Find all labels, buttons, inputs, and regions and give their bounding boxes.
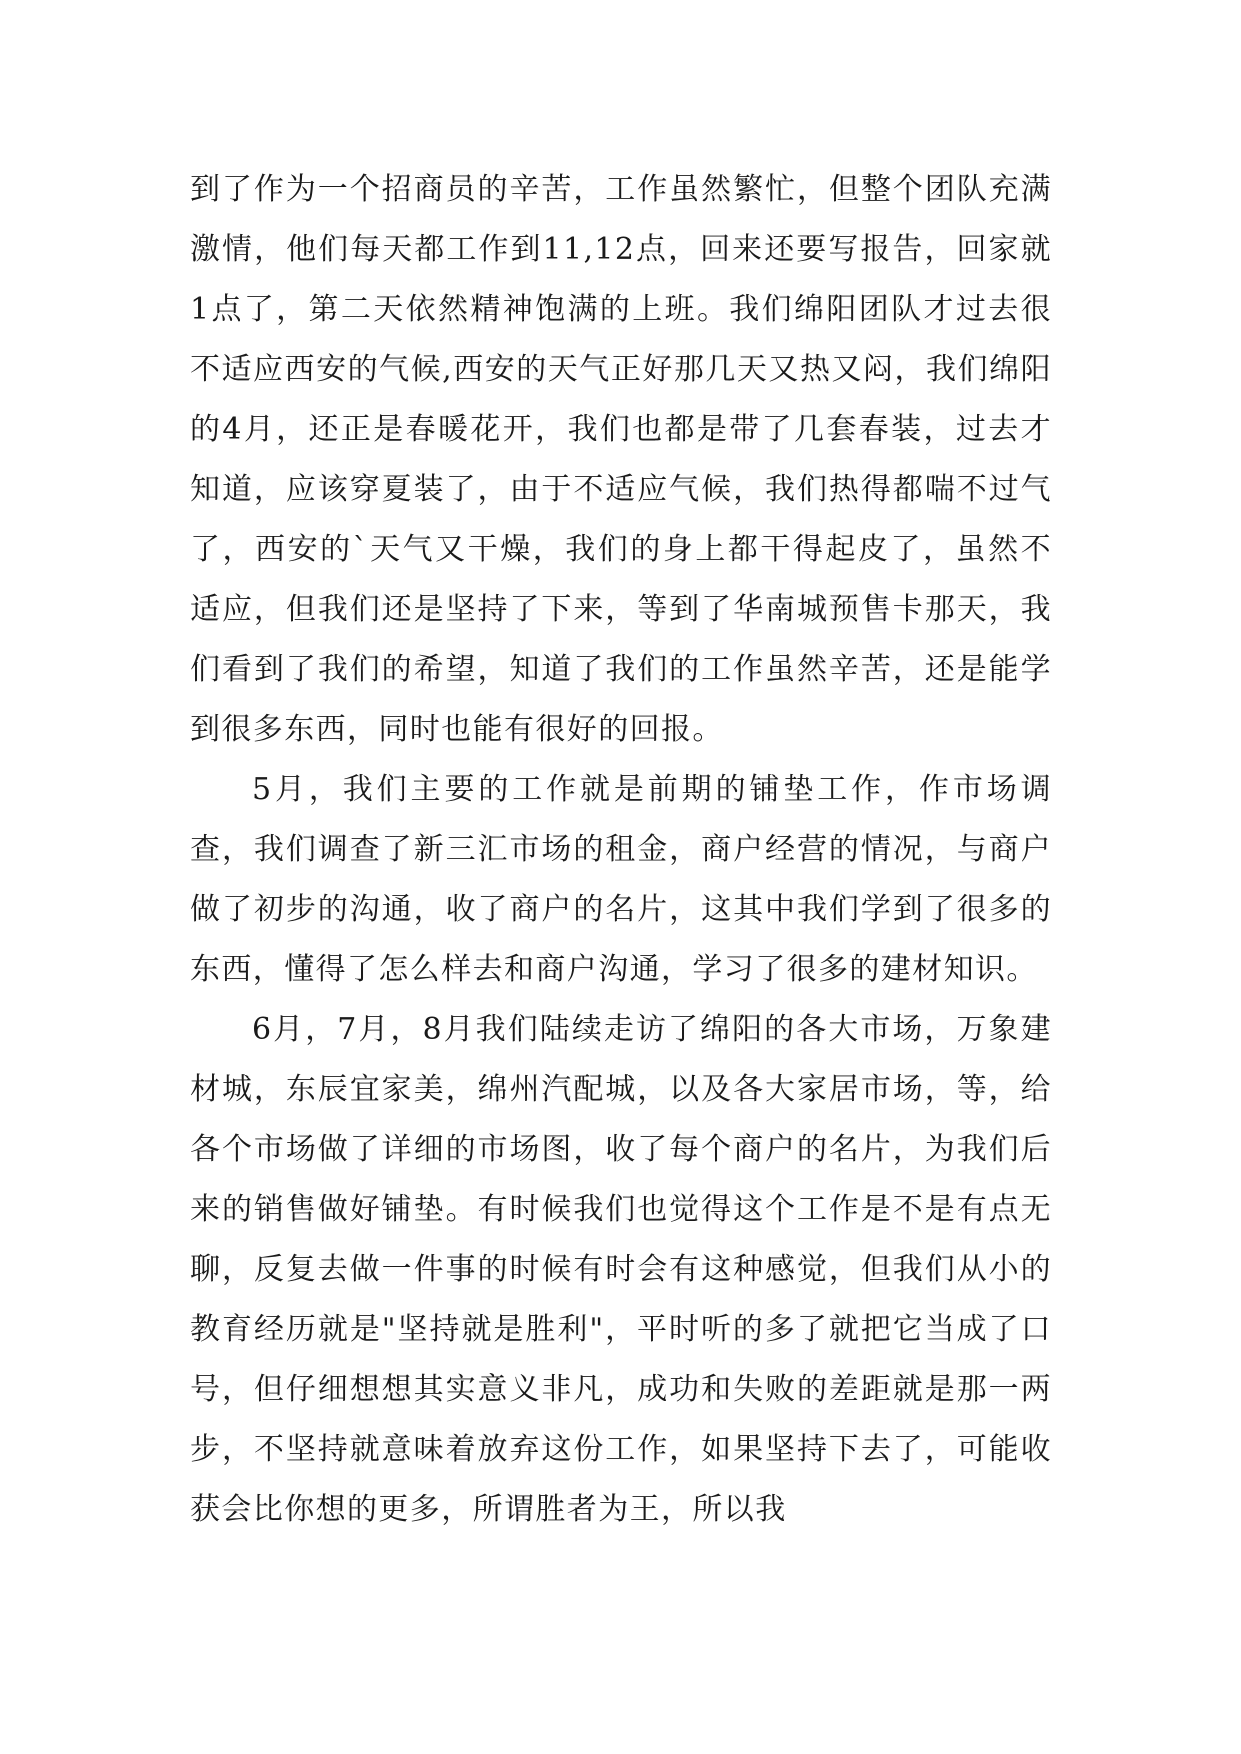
paragraph-3: 6月，7月，8月我们陆续走访了绵阳的各大市场，万象建材城，东辰宜家美，绵州汽配城，以及各大家居市场，等，给各个市场做了详细的市场图，收了每个商户的名片，为我们后来的销售做好铺垫。有时候我们也觉得这个工作是不是有点无聊，反复去做一件事的时候有时会有这种感觉，但我们从小的教育经历就是"坚持就是胜利"，平时听的多了就把它当成了口号，但仔细想想其实意义非凡，成功和失败的差距就是那一两步，不坚持就意味着放弃这份工作，如果坚持下去了，可能收获会比你想的更多，所谓胜者为王，所以我 xyxy=(190,1012,1052,1527)
body-text xyxy=(190,160,1052,1540)
paragraph-2: 5月，我们主要的工作就是前期的铺垫工作，作市场调查，我们调查了新三汇市场的租金，商户经营的情况，与商户做了初步的沟通，收了商户的名片，这其中我们学到了很多的东西，懂得了怎么样去和商户沟通，学习了很多的建材知识。 xyxy=(190,772,1052,987)
paragraph-1: 到了作为一个招商员的辛苦，工作虽然繁忙，但整个团队充满激情，他们每天都工作到11,12点，回来还要写报告，回家就1点了，第二天依然精神饱满的上班。我们绵阳团队才过去很不适应西安的气候,西安的天气正好那几天又热又闷，我们绵阳的4月，还正是春暖花开，我们也都是带了几套春装，过去才知道，应该穿夏装了，由于不适应气候，我们热得都喘不过气了，西安的`天气又干燥，我们的身上都干得起皮了，虽然不适应，但我们还是坚持了下来，等到了华南城预售卡那天，我们看到了我们的希望，知道了我们的工作虽然辛苦，还是能学到很多东西，同时也能有很好的回报。 xyxy=(190,172,1052,747)
